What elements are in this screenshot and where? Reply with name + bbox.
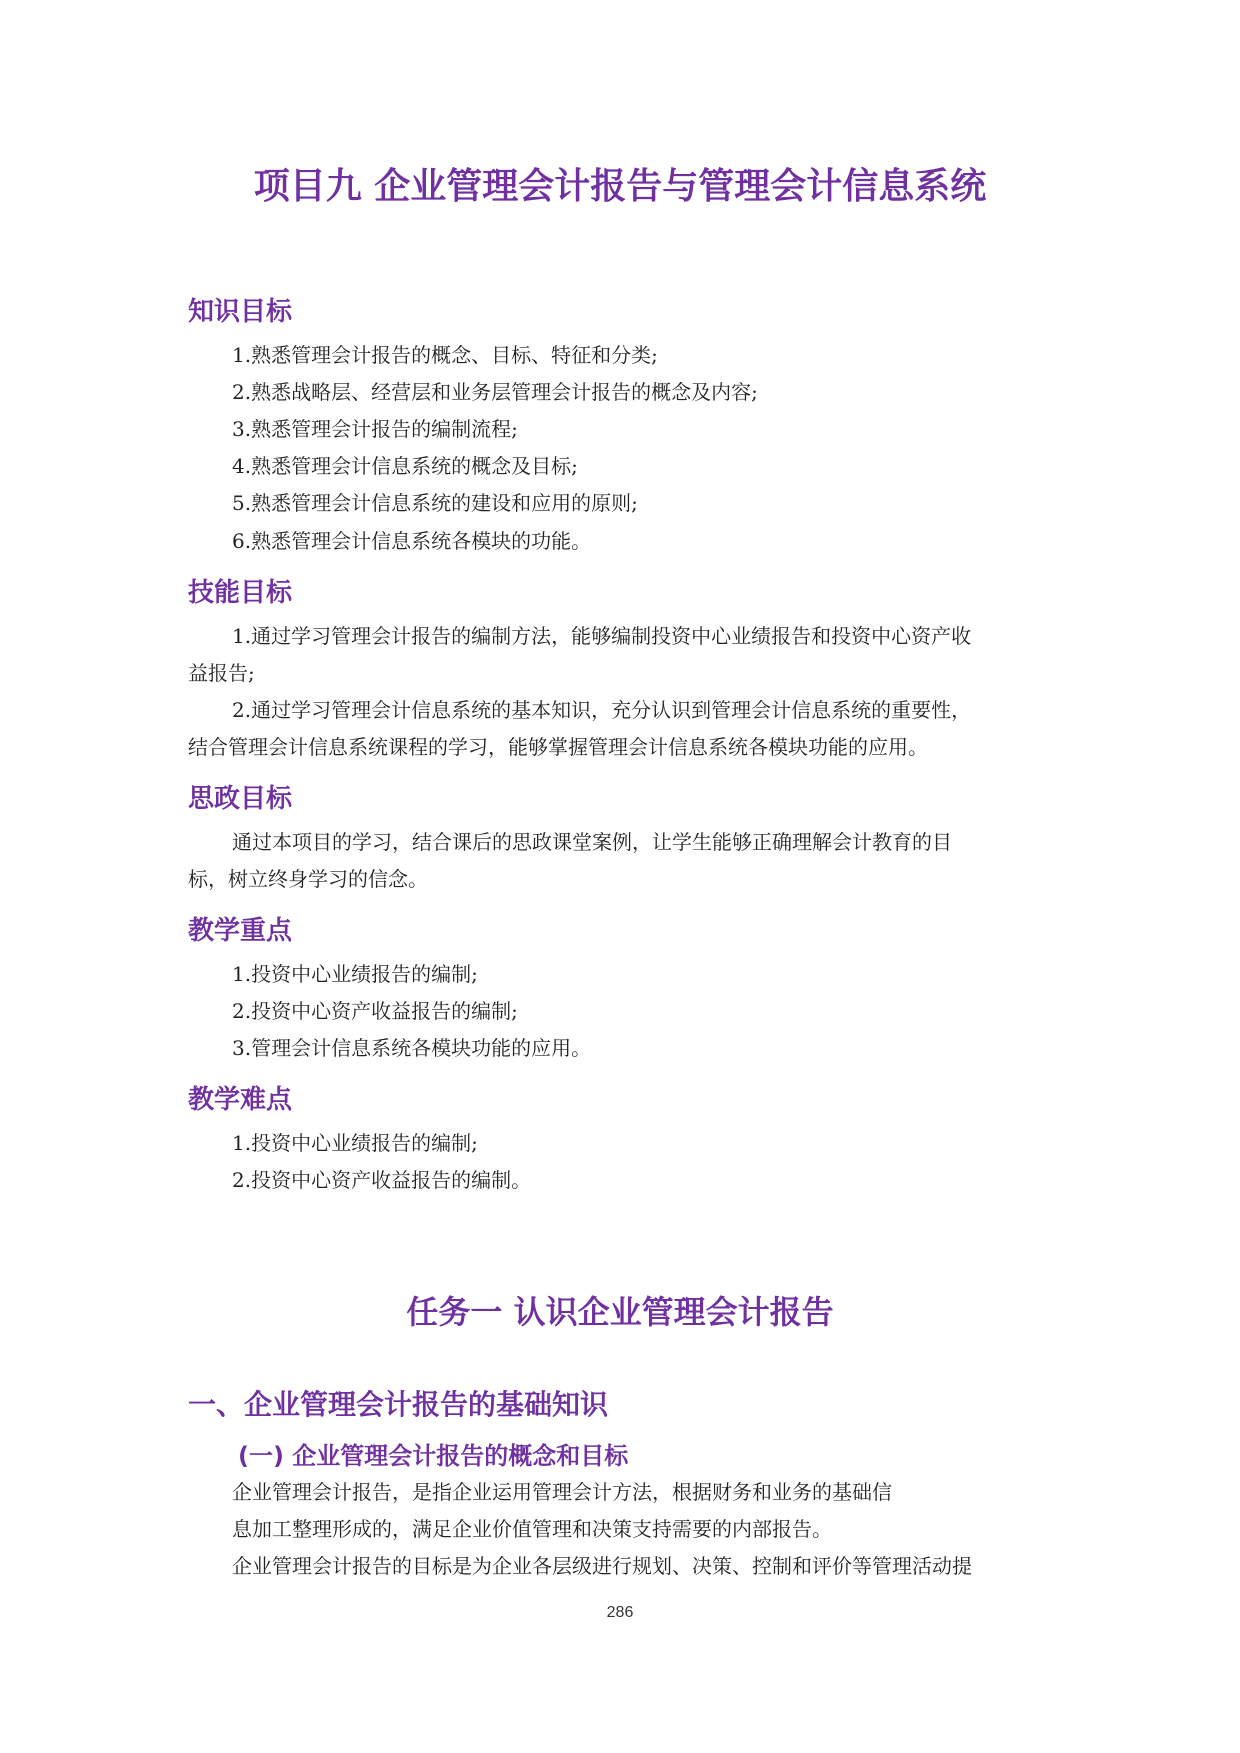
list-item: 6.熟悉管理会计信息系统各模块的功能。 xyxy=(232,529,592,553)
list-item: 4.熟悉管理会计信息系统的概念及目标; xyxy=(232,454,578,478)
list-item: 1.熟悉管理会计报告的概念、目标、特征和分类; xyxy=(232,343,658,367)
heading-focus: 教学重点 xyxy=(188,916,293,946)
task-title: 任务一 认识企业管理会计报告 xyxy=(406,1293,834,1331)
paragraph-line: 标，树立终身学习的信念。 xyxy=(188,867,428,891)
paragraph-line: 通过本项目的学习，结合课后的思政课堂案例，让学生能够正确理解会计教育的目 xyxy=(232,830,952,854)
list-item: 1.投资中心业绩报告的编制; xyxy=(232,1131,478,1155)
list-item: 3.熟悉管理会计报告的编制流程; xyxy=(232,417,518,441)
list-item: 3.管理会计信息系统各模块功能的应用。 xyxy=(232,1036,592,1060)
list-item: 5.熟悉管理会计信息系统的建设和应用的原则; xyxy=(232,491,638,515)
heading-difficulty: 教学难点 xyxy=(188,1085,293,1115)
subsection-title: (一) 企业管理会计报告的概念和目标 xyxy=(238,1442,629,1470)
paragraph-line: 企业管理会计报告，是指企业运用管理会计方法，根据财务和业务的基础信 xyxy=(232,1480,892,1504)
page-number: 286 xyxy=(606,1604,634,1621)
paragraph-line: 2.通过学习管理会计信息系统的基本知识，充分认识到管理会计信息系统的重要性， xyxy=(232,698,972,722)
paragraph-line: 1.通过学习管理会计报告的编制方法，能够编制投资中心业绩报告和投资中心资产收 xyxy=(232,624,972,648)
paragraph-line: 企业管理会计报告的目标是为企业各层级进行规划、决策、控制和评价等管理活动提 xyxy=(232,1554,972,1578)
heading-ideology: 思政目标 xyxy=(188,784,293,814)
list-item: 2.投资中心资产收益报告的编制。 xyxy=(232,1168,532,1192)
section-title: 一、企业管理会计报告的基础知识 xyxy=(188,1388,609,1421)
list-item: 1.投资中心业绩报告的编制; xyxy=(232,962,478,986)
paragraph-line: 息加工整理形成的，满足企业价值管理和决策支持需要的内部报告。 xyxy=(232,1517,832,1541)
list-item: 2.投资中心资产收益报告的编制; xyxy=(232,999,518,1023)
paragraph-line: 结合管理会计信息系统课程的学习，能够掌握管理会计信息系统各模块功能的应用。 xyxy=(188,735,928,759)
heading-knowledge: 知识目标 xyxy=(188,297,293,327)
heading-skill: 技能目标 xyxy=(188,578,293,608)
list-item: 2.熟悉战略层、经营层和业务层管理会计报告的概念及内容; xyxy=(232,380,758,404)
paragraph-line: 益报告; xyxy=(188,661,255,685)
page-title: 项目九 企业管理会计报告与管理会计信息系统 xyxy=(253,166,987,207)
